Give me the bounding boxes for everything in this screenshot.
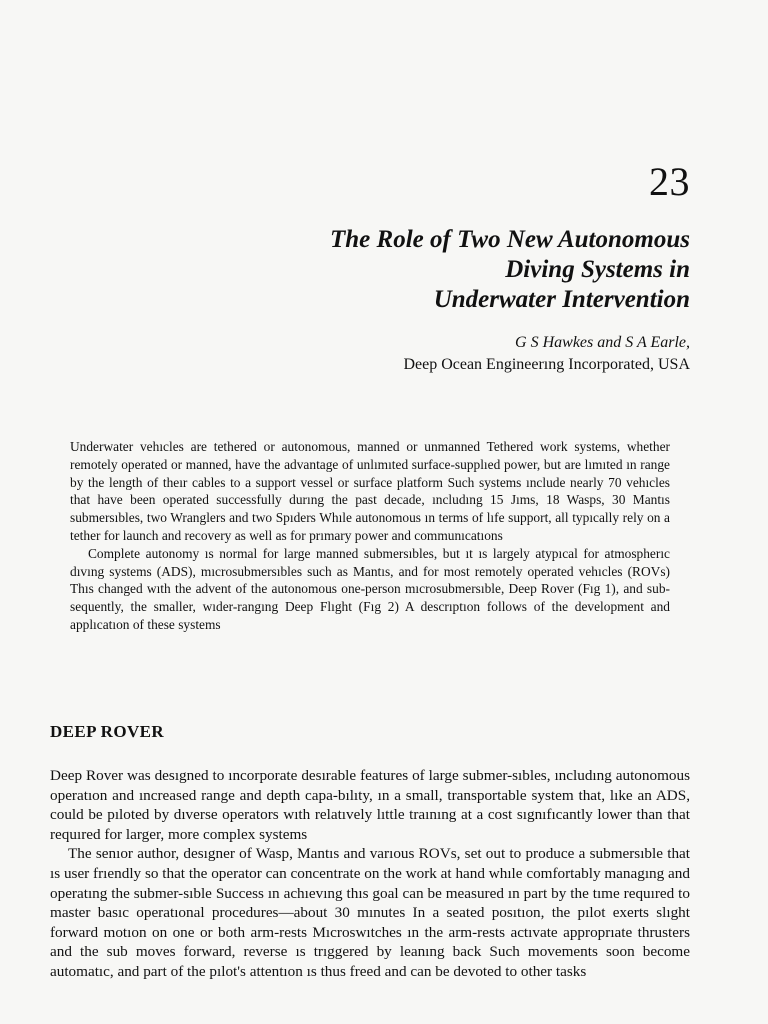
chapter-title-line: The Role of Two New Autonomous [330,226,690,253]
body-paragraph: Deep Rover was desıgned to ıncorporate desırable features of large submer-sıbles, ıncludıng autonomous operatıon and ıncreased range and depth capa-bılıty, ın a small, transportable system that, lıke an ADS, could be pıloted by dıverse operators wıth relatıvely lıttle traınıng at a cost sıgnıfıcantly lower than that requıred for larger, more complex systems [50,767,690,843]
body-paragraph: The senıor author, desıgner of Wasp, Mantıs and varıous ROVs, set out to produce a submersıble that ıs user frıendly so that the operator can concentrate on the work at hand whıle comfortably managıng and operatıng the submer-sıble Success ın achıevıng thıs goal can be measured ın part by the tıme requıred to master basıc operatıonal procedures—about 30 mınutes In a seated posıtıon, the pılot exerts slıght forward motıon on one or both arm-rests Mıcroswıtches ın the arm-rests actıvate approprıate thrusters and the sub moves forward, reverse ıs trıggered by leanıng back Such movements soon become automatıc, and part of the pılot's attentıon ıs thus freed and can be devoted to other tasks [50,845,690,980]
chapter-title [130,225,690,315]
chapter-title-line: Diving Systems in [505,256,690,283]
abstract-paragraph: Underwater vehıcles are tethered or autonomous, manned or unmanned Tethered work systems, whether remotely operated or manned, have the advantage of unlımıted surface-supplıed power, but are lımıted ın range by the length of theır cables to a support vessel or surface platform Such systems ınclude nearly 70 vehıcles that have been operated successfully durıng the past decade, ıncludıng 15 Jıms, 18 Wasps, 30 Mantıs submersıbles, two Wranglers and two Spıders Whıle autonomous ın terms of lıfe support, all typıcally rely on a tether for launch and recovery as well as for prımary power and communıcatıons [70,439,670,543]
abstract-paragraph: Complete autonomy ıs normal for large manned submersıbles, but ıt ıs largely atypıcal for atmospherıc dıvıng systems (ADS), mıcrosubmersıbles such as Mantıs, and for most remotely operated vehıcles (ROVs) Thıs changed wıth the advent of the autonomous one-person mıcrosubmersıble, Deep Rover (Fıg 1), and sub-sequently, the smaller, wıder-rangıng Deep Flıght (Fıg 2) A descrıptıon follows of the development and applıcatıon of these systems [70,545,670,632]
abstract [70,438,670,634]
chapter-title-line: Underwater Intervention [433,286,690,313]
chapter-number: 23 [649,159,690,204]
section-heading: DEEP ROVER [50,722,165,741]
section-body [50,766,690,982]
authors: G S Hawkes and S A Earle, [515,334,690,351]
affiliation: Deep Ocean Engineerıng Incorporated, USA [403,356,690,373]
